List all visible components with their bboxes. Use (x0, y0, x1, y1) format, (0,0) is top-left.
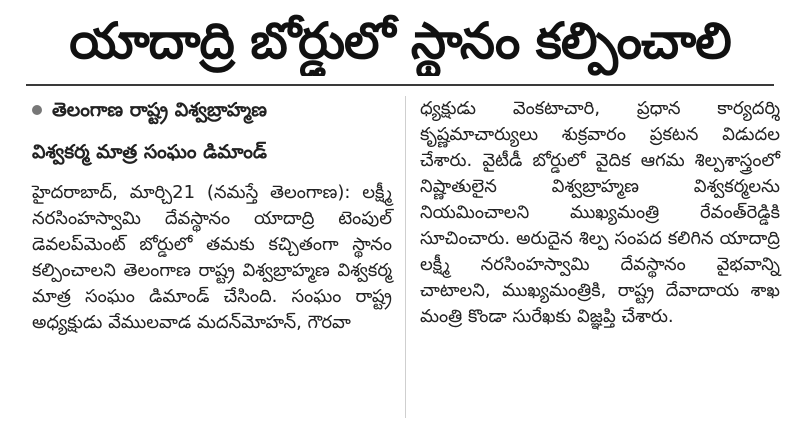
deck-line-2 (32, 138, 392, 166)
left-body (32, 180, 392, 336)
bullet-icon (32, 105, 42, 115)
left-column (32, 96, 392, 426)
headline: యాదాద్రి బోర్డులో స్థానం కల్పించాలి (69, 12, 731, 70)
headline-rule (26, 84, 774, 86)
deck-text-2: విశ్వకర్మ మాత్ర సంఘం డిమాండ్ (32, 141, 267, 163)
left-body-text: లక్ష్మీ నరసింహస్వామి దేవస్థానం యాదాద్రి టెంపుల్ డెవలప్‌మెంట్ బోర్డులో తమకు కచ్చితంగా స్థానం కల్పించాలని తెలంగాణ రాష్ట్ర విశ్వబ్రాహ్మణ విశ్వకర్మ మాత్ర సంఘం డిమాండ్ చేసింది. సంఘం రాష్ట్ర అధ్యక్షుడు వేములవాడ మదన్‌మోహన్, గౌరవా (32, 182, 392, 333)
column-divider (405, 96, 406, 418)
deck-text-1: తెలంగాణ రాష్ట్ర విశ్వబ్రాహ్మణ (52, 99, 267, 121)
right-column (420, 96, 780, 426)
deck-line-1 (32, 96, 392, 124)
right-body: ధ్యక్షుడు వెంకటాచారి, ప్రధాన కార్యదర్శి కృష్ణమాచార్యులు శుక్రవారం ప్రకటన విడుదల చేశారు. వైటీడీ బోర్డులో వైదిక ఆగమ శిల్పశాస్త్రంలో నిష్ణాతులైన విశ్వబ్రాహ్మణ విశ్వకర్మలను నియమించాలని ముఖ్యమంత్రి రేవంత్‌రెడ్డికి సూచించారు. అరుదైన శిల్ప సంపద కలిగిన యాదాద్రి లక్ష్మీ నరసింహస్వామి దేవస్థానం వైభవాన్ని చాటాలని, ముఖ్యమంత్రికి, రాష్ట్ర దేవాదాయ శాఖ మంత్రి కొండా సురేఖకు విజ్ఞప్తి చేశారు. (420, 98, 780, 327)
dateline: హైదరాబాద్, మార్చి21 (నమస్తే తెలంగాణ): (32, 182, 351, 203)
deck (32, 96, 392, 166)
